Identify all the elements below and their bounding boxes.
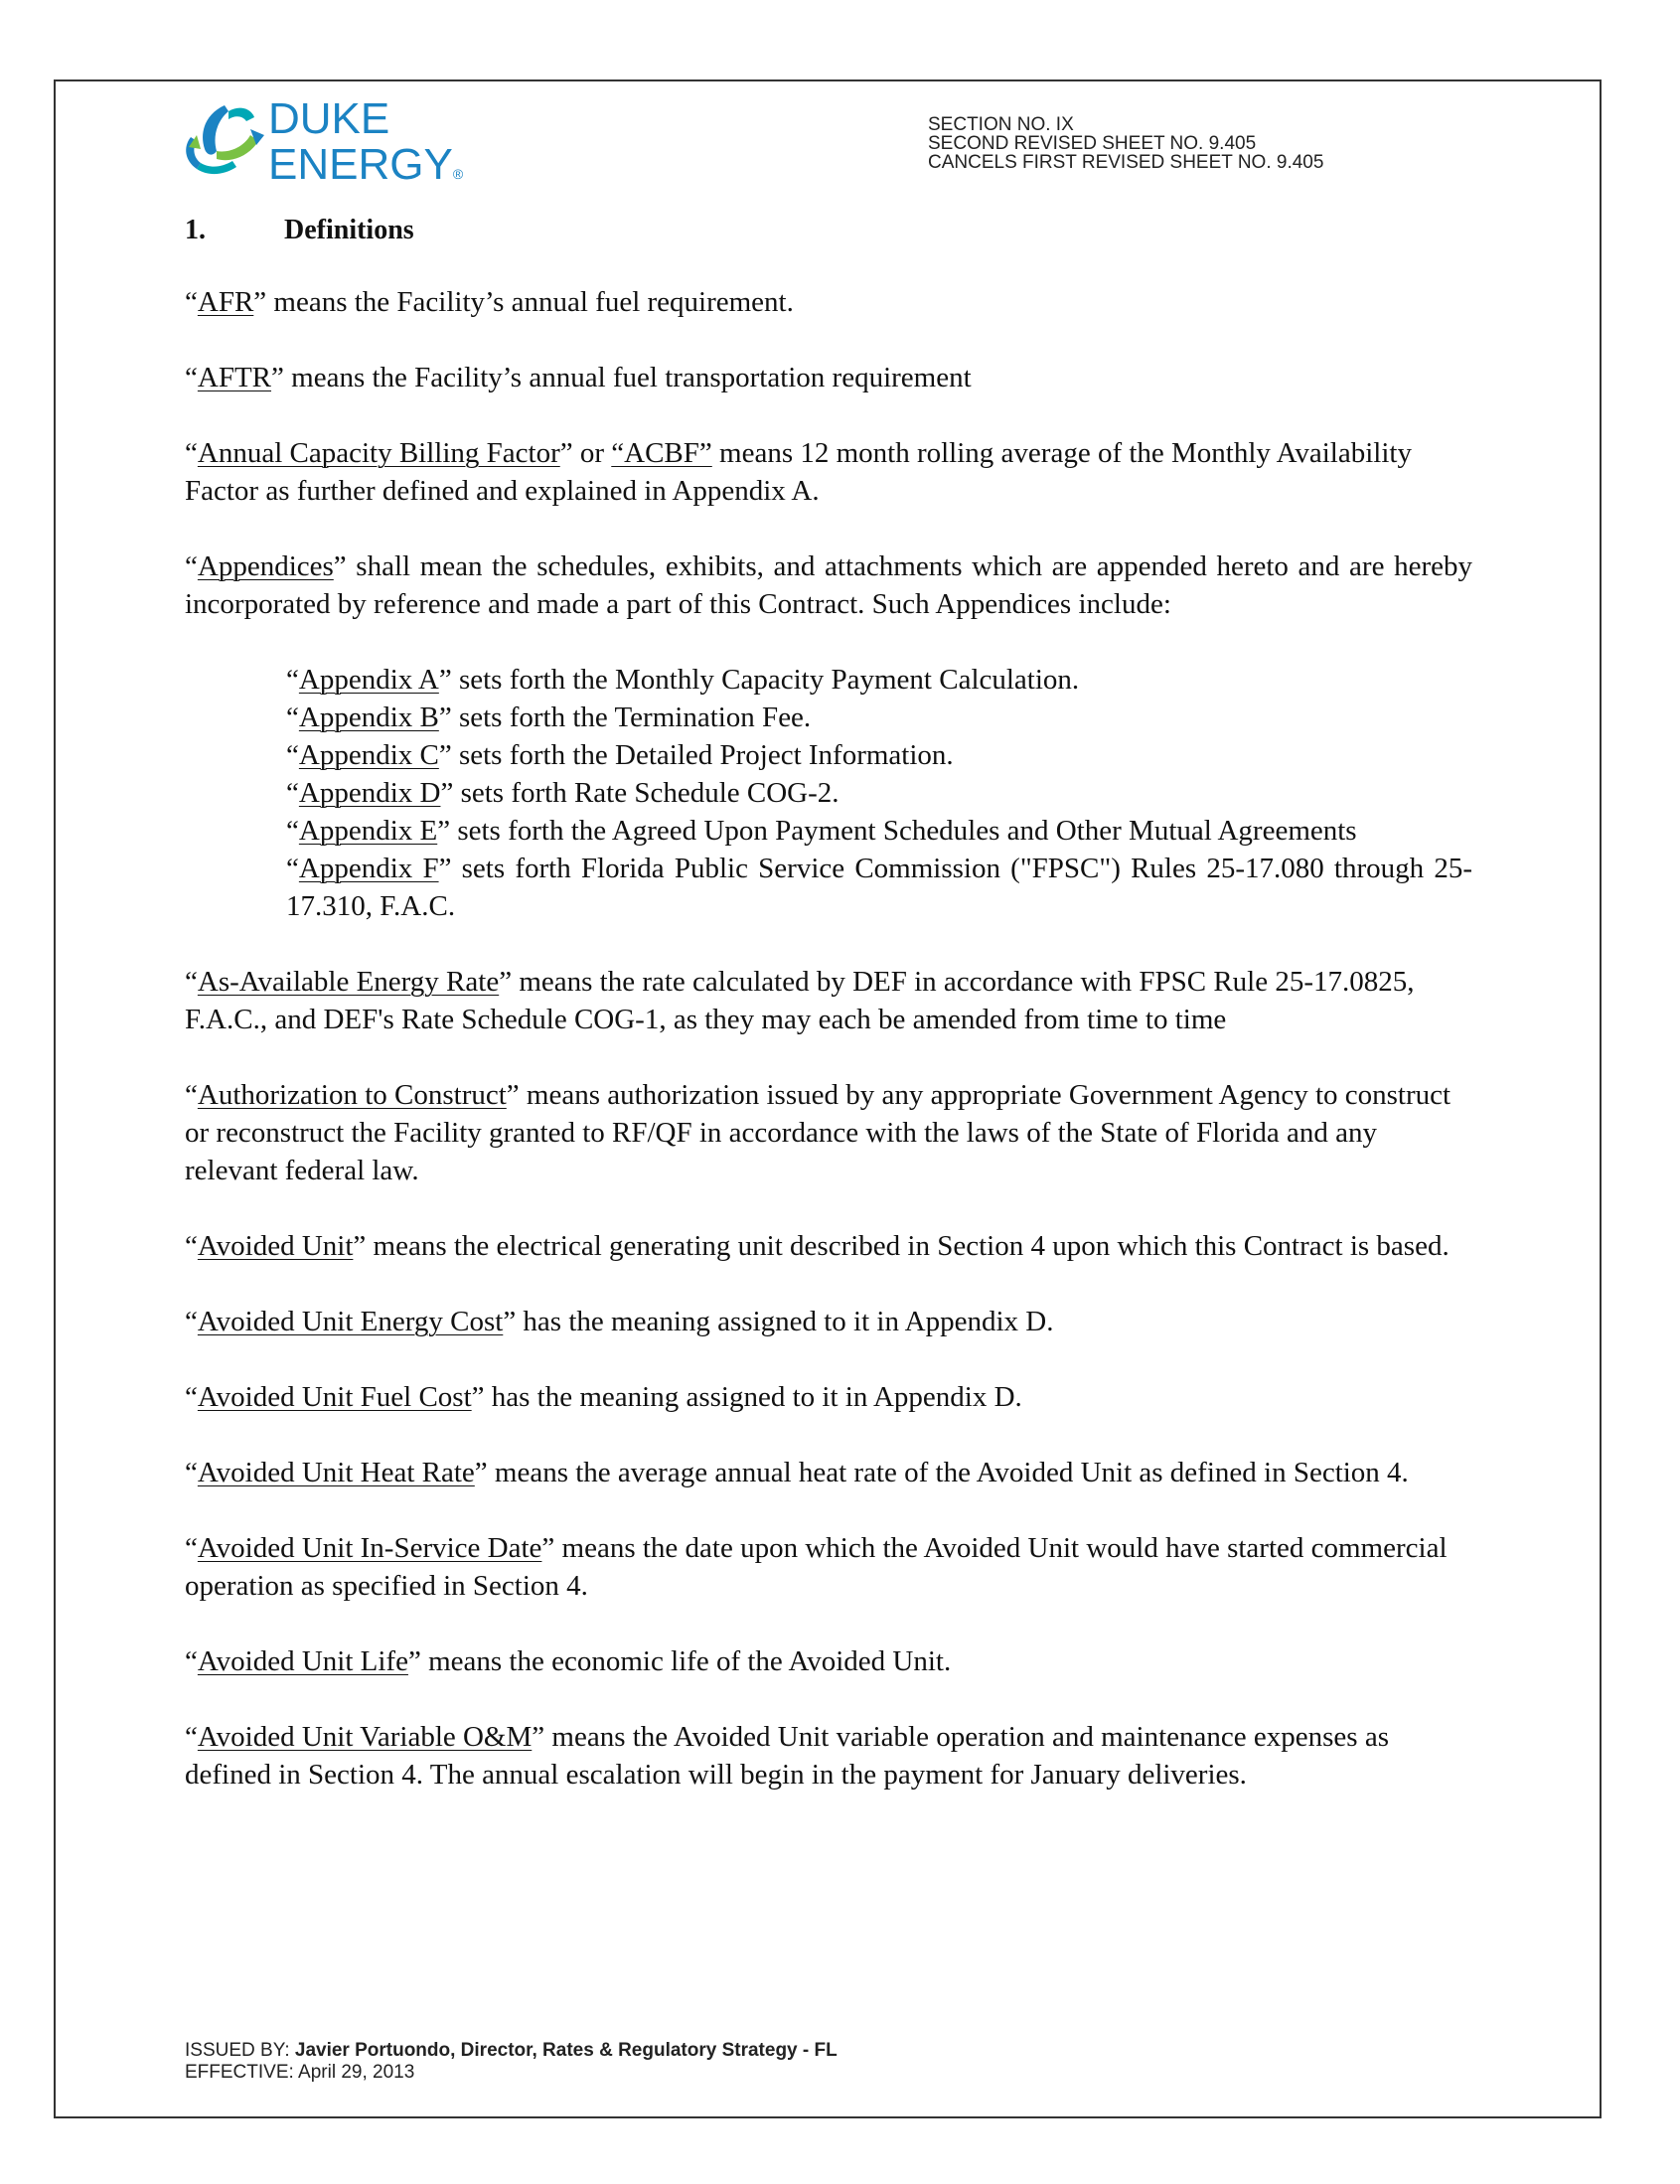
term: AFTR (197, 362, 272, 393)
definition-avoided-unit-fuel-cost: “Avoided Unit Fuel Cost” has the meaning assigned to it in Appendix D. (185, 1381, 1022, 1413)
cancels-sheet-number: CANCELS FIRST REVISED SHEET NO. 9.405 (928, 152, 1324, 173)
logo-text-duke: DUKE (268, 94, 390, 143)
definition-aftr: “AFTR” means the Facility’s annual fuel transportation requirement (185, 362, 972, 393)
list-item: “Appendix A” sets forth the Monthly Capacity Payment Calculation. (286, 664, 1080, 696)
list-item: “Appendix F” sets forth Florida Public Service Commission ("FPSC") Rules 25-17.080 through 25-17.310, F.A.C. (286, 853, 1472, 922)
list-item: “Appendix D” sets forth Rate Schedule COG-2. (286, 777, 840, 809)
list-item: “Appendix B” sets forth the Termination Fee. (286, 702, 812, 733)
definition-appendices: “Appendices” shall mean the schedules, exhibits, and attachments which are appended hereto and are hereby incorporated by reference and made a part of this Contract. Such Appendices include: (185, 550, 1472, 620)
term: “ACBF” (611, 437, 712, 469)
list-item: “Appendix E” sets forth the Agreed Upon Payment Schedules and Other Mutual Agreements (286, 815, 1357, 847)
duke-energy-logo (177, 91, 465, 199)
revised-sheet-number: SECOND REVISED SHEET NO. 9.405 (928, 133, 1257, 154)
definition-avoided-unit-heat-rate: “Avoided Unit Heat Rate” means the average annual heat rate of the Avoided Unit as defined in Section 4. (185, 1457, 1409, 1488)
definition-authorization-to-construct: “Authorization to Construct” means authorization issued by any appropriate Government Agency to construct or reconstruct the Facility granted to RF/QF in accordance with the laws of the State of Florida and any relevant federal law. (185, 1079, 1451, 1186)
term: Annual Capacity Billing Factor (197, 437, 560, 469)
heading-title: Definitions (284, 215, 414, 245)
definition-avoided-unit-variable-om: “Avoided Unit Variable O&M” means the Avoided Unit variable operation and maintenance expenses as defined in Section 4. The annual escalation will begin in the payment for January deliveries. (185, 1721, 1389, 1791)
effective-date: EFFECTIVE: April 29, 2013 (185, 2062, 415, 2083)
footer (185, 2040, 838, 2084)
section-number: SECTION NO. IX (928, 114, 1074, 135)
heading-number: 1. (185, 215, 206, 245)
definition-avoided-unit: “Avoided Unit” means the electrical generating unit described in Section 4 upon which this Contract is based. (185, 1230, 1450, 1262)
issued-by: ISSUED BY: Javier Portuondo, Director, Rates & Regulatory Strategy - FL (185, 2040, 838, 2061)
logo-text-energy: ENERGY® (268, 140, 464, 189)
definition-avoided-unit-in-service-date: “Avoided Unit In-Service Date” means the date upon which the Avoided Unit would have started commercial operation as specified in Section 4. (185, 1532, 1448, 1602)
definition-as-available-energy-rate: “As-Available Energy Rate” means the rate calculated by DEF in accordance with FPSC Rule 25-17.0825, F.A.C., and DEF's Rate Schedule COG-1, as they may each be amended from time to time (185, 966, 1415, 1035)
duke-energy-swirl-icon (177, 91, 268, 199)
section-heading (185, 215, 414, 246)
term: Appendices (197, 550, 334, 582)
definition-acbf: “Annual Capacity Billing Factor” or “ACBF” means 12 month rolling average of the Monthly Availability Factor as further defined and explained in Appendix A. (185, 437, 1412, 507)
definition-afr: “AFR” means the Facility’s annual fuel requirement. (185, 286, 794, 318)
sheet-info (928, 115, 1323, 172)
appendix-list (286, 661, 1472, 925)
definition-avoided-unit-energy-cost: “Avoided Unit Energy Cost” has the meaning assigned to it in Appendix D. (185, 1306, 1054, 1337)
term: AFR (197, 286, 254, 318)
definitions-body (185, 283, 1472, 1794)
definition-avoided-unit-life: “Avoided Unit Life” means the economic life of the Avoided Unit. (185, 1645, 952, 1677)
list-item: “Appendix C” sets forth the Detailed Project Information. (286, 739, 954, 771)
